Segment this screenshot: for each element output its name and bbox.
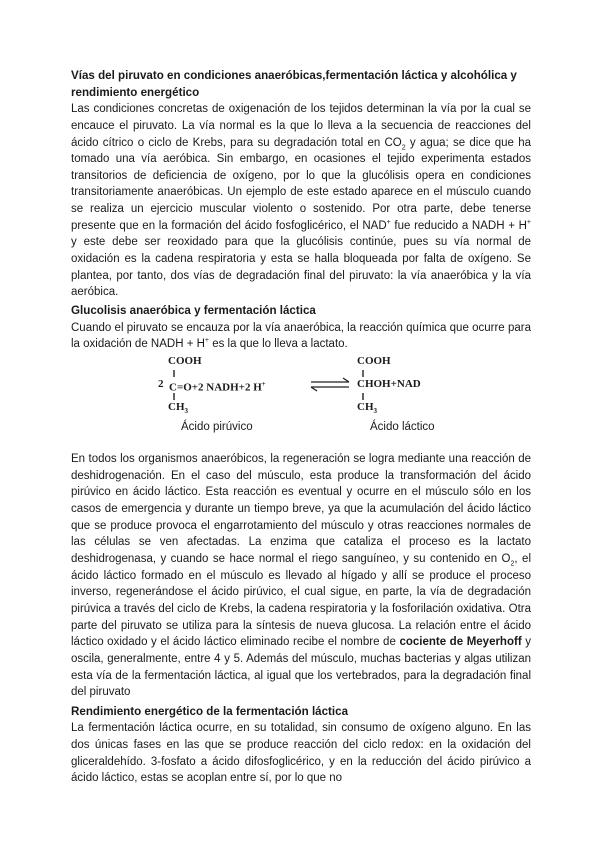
right-products: CHOH+NAD — [357, 377, 421, 390]
label-lactic-acid: Ácido láctico — [370, 420, 435, 433]
label-pyruvic-acid: Ácido pirúvico — [181, 420, 253, 433]
paragraph-regeneration: En todos los organismos anaeróbicos, la regeneración se logra mediante una reacción de deshidrogenación. En el caso del músculo, esta produce la transformación del ácido pirúvico en ácido láctico. Esta reacción es eventual y ocurre en el músculo sólo en los casos de emergencia y durante un tiempo breve, ya que la acumulación del ácido láctico que se produce provoca el engarrotamiento del músculo y otras reacciones normales de las células se ven afectadas. La enzima que cataliza el proceso es la lactato deshidrogenasa, y cuando se hace normal el riego sanguíneo, y su contenido en $O_2$, el ácido láctico formado en el músculo es llevado al hígado y allí se produce el proceso inverso, regenerándose el ácido pirúvico, el cual sigue, en parte, la vía de degradación pirúvica a través del ciclo de Krebs, la cadena respiratoria y la fosforilación oxidativa. Otra parte del piruvato se utiliza para la síntesis de nueva glucosa. La relación entre el ácido láctico oxidado y el ácido láctico eliminado recibe el nombre de cociente de Meyerhoff y oscila, generalmente, entre 4 y 5. Además del músculo, muchas bacterias y algas utilizan esta vía de la fermentación láctica, al igual que los vertebrados, para la degradación final del piruvato — [71, 452, 531, 699]
heading-energy-yield: Rendimiento energético de la fermentación láctica — [71, 704, 349, 718]
equation-coefficient: 2 — [158, 377, 164, 390]
chemical-equation — [71, 353, 531, 451]
left-reactants: C=O+2 NADH+2 H+ — [169, 379, 266, 394]
paragraph-lactic-fermentation: La fermentación láctica ocurre, en su totalidad, sin consumo de oxígeno alguno. En las dos únicas fases en las que se produce reacción del ciclo redox: en la oxidación del gliceraldehído. 3-fosfato a ácido difosfoglicérico, y en la reducción del ácido pirúvico a ácido láctico, estas se acoplan entre sí, por lo que no — [71, 722, 531, 785]
left-carboxyl: COOH — [168, 354, 202, 367]
section-title: Vías del piruvato en condiciones anaeróbicas,fermentación láctica y alcohólica y rendimiento energético — [71, 69, 517, 99]
heading-anaerobic-glycolysis: Glucolisis anaeróbica y fermentación láctica — [71, 304, 316, 318]
right-methyl: $CH_3$ — [357, 400, 377, 416]
paragraph-anaerobic-route: Cuando el piruvato se encauza por la vía anaeróbica, la reacción química que ocurre para la oxidación de NADH + H+ es la que lo lleva a lactato. — [71, 321, 531, 351]
document-body — [71, 68, 531, 787]
equation-bonds — [71, 353, 531, 451]
paragraph-oxygenation: Las condiciones concretas de oxigenación de los tejidos determinan la vía por la cual se encauce el piruvato. La vía normal es la que lo lleva a la secuencia de reacciones del ácido cítrico o ciclo de Krebs, para su degradación total en $CO_2$ y agua; se dice que ha tomado una vía aeróbica. Sin embargo, en ocasiones el tejido experimenta estados transitorios de deficiencia de oxígeno, por lo que la glucólisis opera en condiciones transitoriamente anaeróbicas. Un ejemplo de este estado aparece en el músculo cuando se realiza un ejercicio muscular violento o sostenido. Por otra parte, debe tenerse presente que en la formación del ácido fosfoglicérico, el NAD+ fue reducido a NADH + H+ y este debe ser reoxidado para que la glucólisis continúe, pues su vía normal de oxidación es la cadena respiratoria y esta se halla bloqueada por falta de oxígeno. Se plantea, por tanto, dos vías de degradación final del piruvato: la vía anaeróbica y la vía aeróbica. — [71, 103, 531, 299]
left-methyl: $CH_3$ — [168, 400, 188, 416]
right-carboxyl: COOH — [357, 354, 391, 367]
